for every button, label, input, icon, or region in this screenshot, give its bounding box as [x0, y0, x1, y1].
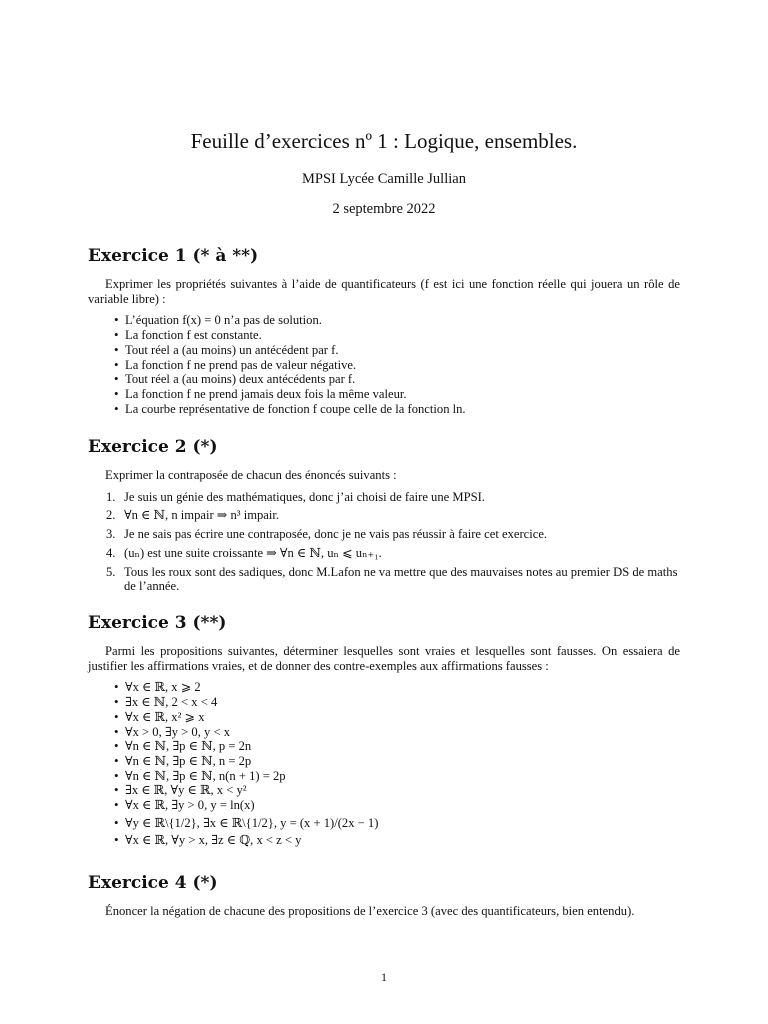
list-item: • La courbe représentative de fonction f coupe celle de la fonction ln. — [125, 402, 680, 417]
list-item: 1. Je suis un génie des mathématiques, donc j’ai choisi de faire une MPSI. — [106, 489, 485, 504]
exercise-2 — [88, 436, 680, 598]
exercise-1 — [88, 245, 680, 416]
document-date: 2 septembre 2022 — [332, 201, 436, 217]
exercise-3-heading: Exercice 3 (**) — [88, 613, 227, 633]
list-item: • ∀n ∈ ℕ, ∃p ∈ ℕ, n = 2p — [125, 754, 680, 769]
list-item: • Tout réel a (au moins) deux antécédents par f. — [125, 372, 680, 387]
exercise-3-list — [88, 680, 680, 848]
exercise-2-list — [88, 490, 680, 594]
list-item: • La fonction f ne prend jamais deux fois la même valeur. — [125, 387, 680, 402]
list-item: • ∀x ∈ ℝ, x ⩾ 2 — [125, 680, 680, 695]
list-item: • ∃x ∈ ℕ, 2 < x < 4 — [125, 695, 680, 710]
exercise-1-heading: Exercice 1 (* à **) — [88, 246, 259, 266]
list-item: • ∀x ∈ ℝ, ∃y > 0, y = ln(x) — [125, 798, 680, 813]
list-item: • Tout réel a (au moins) un antécédent par f. — [125, 343, 680, 358]
list-item: • ∀x ∈ ℝ, ∀y > x, ∃z ∈ ℚ, x < z < y — [125, 833, 680, 848]
exercise-2-intro: Exprimer la contraposée de chacun des énoncés suivants : — [105, 468, 397, 482]
list-item: 3. Je ne sais pas écrire une contraposée, donc je ne vais pas réussir à faire cet exercice. — [106, 527, 548, 542]
exercise-1-intro: Exprimer les propriétés suivantes à l’aide de quantificateurs (f est ici une fonction réelle qui jouera un rôle de variable libre) : — [88, 277, 680, 306]
list-item: • ∀x > 0, ∃y > 0, y < x — [125, 725, 680, 740]
list-item: • ∃x ∈ ℝ, ∀y ∈ ℝ, x < y² — [125, 783, 680, 798]
page-number: 1 — [381, 970, 387, 984]
exercise-4-intro: Énoncer la négation de chacune des propositions de l’exercice 3 (avec des quantificateurs, bien entendu). — [105, 904, 635, 918]
exercise-2-heading: Exercice 2 (*) — [88, 437, 218, 457]
list-item: 2. ∀n ∈ ℕ, n impair ⇒ n³ impair. — [106, 508, 280, 523]
list-item: • La fonction f est constante. — [125, 328, 680, 343]
list-item: • ∀y ∈ ℝ\{1/2}, ∃x ∈ ℝ\{1/2}, y = (x + 1)/(2x − 1) — [125, 816, 680, 831]
list-item: • L’équation f(x) = 0 n’a pas de solution. — [125, 313, 680, 328]
exercise-3-intro: Parmi les propositions suivantes, déterminer lesquelles sont vraies et lesquelles sont fausses. On essaiera de justifier les affirmations vraies, et de donner des contre-exemples aux affirmations fausses : — [88, 644, 680, 673]
list-item: 5. Tous les roux sont des sadiques, donc M.Lafon ne va mettre que des mauvaises notes au premier DS de maths de l’année. — [106, 564, 678, 594]
list-item: • La fonction f ne prend pas de valeur négative. — [125, 358, 680, 373]
page-title: Feuille d’exercices nº 1 : Logique, ensembles. — [190, 129, 578, 153]
exercise-1-list — [88, 313, 680, 416]
list-item: • ∀n ∈ ℕ, ∃p ∈ ℕ, p = 2n — [125, 739, 680, 754]
exercise-4 — [88, 872, 680, 926]
school-name: MPSI Lycée Camille Jullian — [302, 171, 466, 187]
list-item: 4. (uₙ) est une suite croissante ⇒ ∀n ∈ ℕ, uₙ ⩽ uₙ₊₁. — [106, 545, 382, 560]
exercise-3 — [88, 612, 680, 848]
exercise-4-heading: Exercice 4 (*) — [88, 873, 218, 893]
list-item: • ∀n ∈ ℕ, ∃p ∈ ℕ, n(n + 1) = 2p — [125, 769, 680, 784]
list-item: • ∀x ∈ ℝ, x² ⩾ x — [125, 710, 680, 725]
